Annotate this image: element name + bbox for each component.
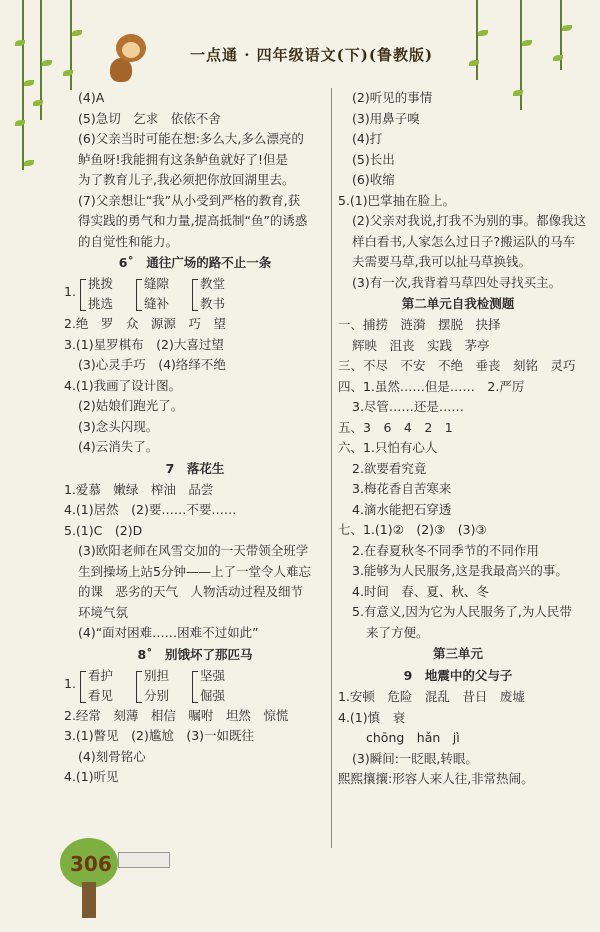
answer-line: 4.(1)慎 衰 (338, 709, 406, 725)
word: 缝隙 (144, 276, 170, 291)
lesson-title: 6˚ 通往广场的路不止一条 (118, 255, 272, 270)
answer-line: 熙熙攘攘:形容人来人往,非常热闹。 (338, 771, 534, 786)
word: 别担 (144, 667, 170, 683)
lesson-title: 8˚ 别饿坏了那匹马 (137, 646, 253, 662)
question-number: 1. (64, 284, 76, 299)
answer-line: 三、不尽 不安 不绝 垂丧 刻铭 灵巧 (338, 358, 576, 373)
leaf-decoration (42, 60, 52, 66)
book-title: 一点通 · 四年级语文(下)(鲁教版) (190, 46, 434, 64)
answer-line: 4.(1)居然 (2)要……不要…… (64, 502, 237, 517)
answer-line: 四、1.虽然……但是…… 2.严厉 (338, 378, 525, 394)
answer-line: 的自觉性和能力。 (78, 233, 179, 249)
pinyin-line: chōng hǎn jì (366, 730, 460, 745)
answer-line: 3.(1)星罗棋布 (2)大喜过望 (64, 336, 224, 352)
answer-line: 得实践的勇气和力量,提高抵制“鱼”的诱惑 (78, 213, 308, 228)
answer-line: 3.(1)瞥见 (2)尴尬 (3)一如既往 (64, 728, 255, 743)
lesson-title: 7 落花生 (165, 460, 225, 476)
brace (192, 279, 198, 311)
answer-line: (2)听见的事情 (352, 90, 433, 105)
leaf-decoration (24, 80, 34, 86)
word: 看见 (88, 687, 114, 703)
answer-line: (6)父亲当时可能在想:多么大,多么漂亮的 (78, 131, 304, 146)
brace (80, 279, 86, 311)
question-number: 1. (64, 675, 76, 691)
word-group (64, 274, 326, 314)
lesson-title: 9 地震中的父与子 (403, 668, 513, 683)
answer-line: 为了教育儿子,我必须把你放回湖里去。 (78, 172, 295, 187)
answer-line: 1.爱慕 嫩绿 榨油 品尝 (64, 481, 214, 497)
leaf-decoration (24, 160, 34, 166)
answer-line: (3)欧阳老师在风雪交加的一天带领全班学 (78, 543, 309, 558)
answer-line: 五、3 6 4 2 1 (338, 419, 453, 435)
leaf-decoration (562, 25, 572, 31)
answer-line: (4)打 (352, 131, 383, 146)
answer-line: (2)父亲对我说,打我不为别的事。都像我这 (352, 213, 587, 228)
unit-title: 第三单元 (432, 646, 483, 661)
answer-line: (4)“面对困难……困难不过如此” (78, 625, 259, 640)
answer-line: 2.经常 刻薄 相信 嘱咐 坦然 惊慌 (64, 707, 289, 723)
answer-line: 辉映 沮丧 实践 茅亭 (352, 337, 490, 353)
answer-line: (4)A (78, 90, 105, 105)
answer-line: 3.尽管……还是…… (352, 399, 464, 414)
answer-line: 七、1.(1)② (2)③ (3)③ (338, 522, 487, 537)
word: 缝补 (144, 296, 170, 311)
answer-line: 生到操场上站5分钟——上了一堂令人难忘 (78, 563, 311, 579)
answer-line: 的课 恶劣的天气 人物活动过程及细节 (78, 584, 304, 599)
answer-line: 3.能够为人民服务,这是我最高兴的事。 (352, 563, 568, 578)
answer-line: 鲈鱼呀!我能拥有这条鲈鱼就好了!但是 (78, 151, 289, 167)
answer-line: 4.时间 春、夏、秋、冬 (352, 583, 489, 599)
vine-decoration (70, 0, 72, 90)
answer-line: (3)瞬间:一眨眼,转眼。 (352, 750, 478, 766)
answer-line: 4.滴水能把石穿透 (352, 501, 452, 517)
brace (192, 671, 198, 703)
monkey-illustration (98, 26, 158, 86)
answer-line: (2)姑娘们跑光了。 (78, 398, 184, 413)
leaf-decoration (72, 30, 82, 36)
vine-decoration (476, 0, 478, 80)
word: 教书 (200, 296, 226, 311)
right-column (338, 88, 587, 790)
answer-line: (3)心灵手巧 (4)络绎不绝 (78, 357, 226, 372)
tree-illustration (58, 838, 118, 918)
answer-line: 4.(1)我画了设计图。 (64, 377, 182, 393)
arrow-sign-decoration (118, 852, 170, 868)
word: 分别 (144, 687, 170, 703)
word: 挑拨 (88, 276, 114, 291)
word: 教堂 (200, 276, 226, 291)
page-number: 306 (70, 852, 112, 876)
word: 倔强 (200, 687, 226, 703)
brace (136, 279, 142, 311)
word: 挑选 (88, 296, 114, 311)
leaf-decoration (478, 30, 488, 36)
word: 看护 (88, 667, 114, 683)
answer-line: 环境气氛 (78, 604, 129, 620)
word: 坚强 (200, 667, 226, 683)
brace (136, 671, 142, 703)
answer-line: 4.(1)听见 (64, 769, 119, 784)
answer-line: 5.有意义,因为它为人民服务了,为人民带 (352, 604, 572, 619)
answer-line: 5.(1)巴掌抽在脸上。 (338, 192, 456, 208)
answer-line: 样白看书,人家怎么过日子?搬运队的马车 (352, 233, 576, 249)
unit-title: 第二单元自我检测题 (401, 296, 515, 311)
answer-line: (5)长出 (352, 151, 395, 167)
brace (80, 671, 86, 703)
word-group (64, 666, 326, 706)
answer-line: (5)急切 乞求 依依不舍 (78, 110, 221, 126)
left-column (64, 88, 326, 788)
answer-line: 夫需要马草,我可以扯马草换钱。 (352, 254, 531, 269)
answer-line: 来了方便。 (366, 624, 429, 640)
answer-line: (3)用鼻子嗅 (352, 110, 420, 126)
answer-line: 2.欲要看究竟 (352, 460, 427, 476)
answer-line: (7)父亲想让“我”从小受到严格的教育,获 (78, 192, 301, 208)
answer-line: (3)有一次,我背着马草四处寻找买主。 (352, 274, 562, 290)
answer-line: 2.绝 罗 众 源源 巧 望 (64, 316, 226, 331)
answer-line: 一、捕捞 涟漪 摆脱 抉择 (338, 317, 501, 332)
answer-line: (4)刻骨铭心 (78, 748, 146, 764)
column-divider (331, 88, 332, 848)
answer-line: (6)收缩 (352, 172, 395, 187)
answer-line: 六、1.只怕有心人 (338, 440, 438, 455)
answer-line: (4)云消失了。 (78, 439, 159, 454)
answer-line: (3)念头闪现。 (78, 418, 159, 434)
answer-line: 5.(1)C (2)D (64, 522, 143, 538)
answer-line: 3.梅花香自苦寒来 (352, 481, 452, 496)
answer-line: 1.安顿 危险 混乱 昔日 废墟 (338, 689, 525, 704)
leaf-decoration (522, 40, 532, 46)
answer-line: 2.在春夏秋冬不同季节的不同作用 (352, 542, 539, 558)
